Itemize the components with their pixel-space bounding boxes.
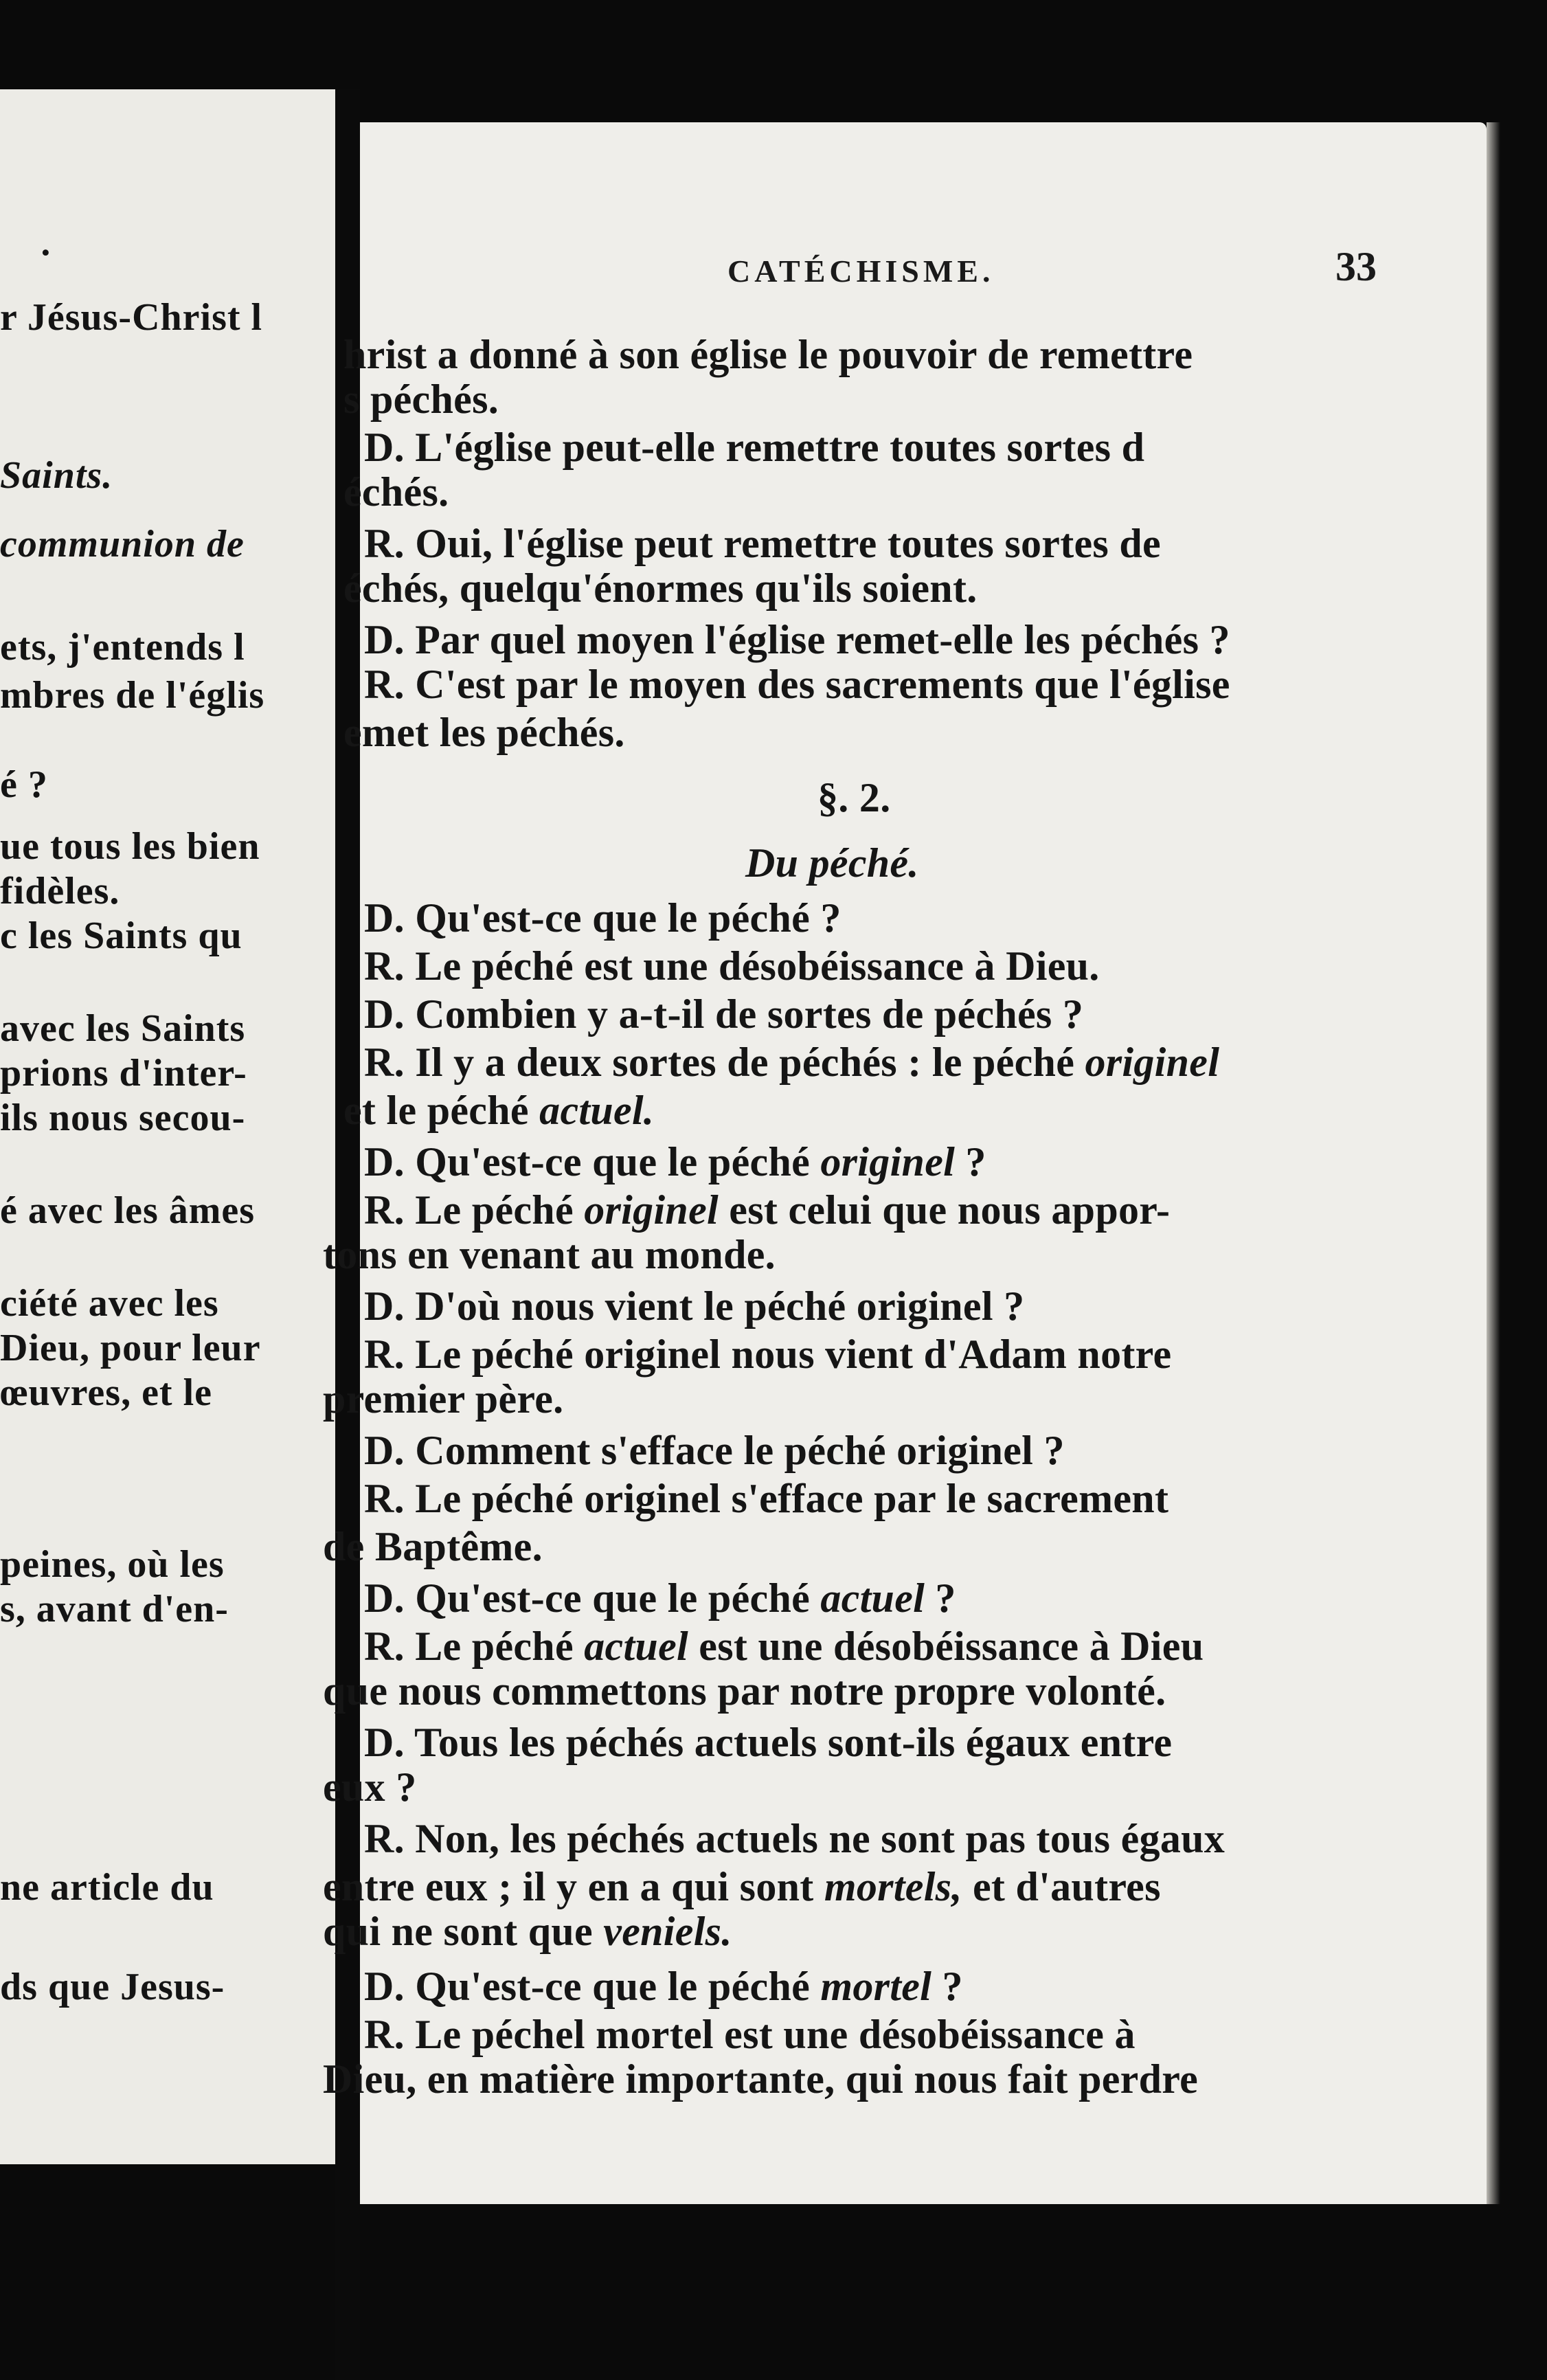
left-page-line: ue tous les bien — [0, 825, 260, 868]
body-line — [343, 1087, 654, 1134]
text-run: D. Qu'est-ce que le péché — [364, 1964, 821, 2009]
text-run: premier père. — [323, 1376, 564, 1422]
text-run: R. Le péché — [364, 1187, 585, 1233]
italic-term: mortel — [820, 1964, 932, 2009]
text-run: D. Comment s'efface le péché originel ? — [364, 1428, 1065, 1473]
text-run: échés, quelqu'énormes qu'ils soient. — [343, 565, 978, 611]
text-run: D. Tous les péchés actuels sont-ils égaux entre — [364, 1720, 1173, 1765]
body-line — [364, 1623, 1204, 1670]
text-run: que nous commettons par notre propre volonté. — [323, 1668, 1166, 1714]
text-run: R. Le péché — [364, 1624, 585, 1669]
text-run: et le péché — [343, 1088, 540, 1133]
text-run: tons en venant au monde. — [323, 1232, 776, 1277]
running-head: CATÉCHISME. — [727, 254, 995, 289]
text-run: R. Il y a deux sortes de péchés : le péché — [364, 1040, 1085, 1085]
italic-term: mortels, — [824, 1864, 962, 1909]
body-line — [343, 469, 449, 516]
left-page-line: s, avant d'en- — [0, 1588, 229, 1630]
text-run: est une désobéissance à Dieu — [688, 1624, 1204, 1669]
italic-term: veniels. — [603, 1909, 732, 1954]
text-run: échés. — [343, 469, 449, 515]
body-line — [323, 1668, 1166, 1715]
italic-term: Du péché. — [745, 840, 919, 886]
body-line — [323, 1523, 543, 1571]
left-page-line: ciété avec les — [0, 1282, 219, 1325]
text-run: et d'autres — [962, 1864, 1161, 1909]
page-edge-shadow — [1487, 122, 1500, 2204]
text-run: Dieu, en matière importante, qui nous fait perdre — [323, 2056, 1199, 2102]
text-run: emet les péchés. — [343, 710, 625, 755]
body-line — [343, 376, 499, 423]
text-run: R. Le péché originel s'efface par le sacrement — [364, 1476, 1169, 1521]
body-line — [323, 1376, 563, 1423]
body-line — [364, 1283, 1024, 1330]
italic-term: actuel. — [539, 1088, 655, 1133]
section-title — [745, 840, 919, 887]
body-line — [364, 1138, 986, 1186]
italic-term: actuel — [820, 1575, 925, 1621]
text-run: R. C'est par le moyen des sacrements que l'église — [364, 662, 1230, 707]
italic-term: originel — [584, 1187, 719, 1233]
italic-term: originel — [1085, 1040, 1220, 1085]
italic-term: actuel — [584, 1624, 688, 1669]
left-page-line: fidèles. — [0, 870, 120, 912]
body-line — [343, 709, 625, 756]
text-run: D. D'où nous vient le péché originel ? — [364, 1283, 1025, 1329]
left-page-line: c les Saints qu — [0, 914, 242, 957]
body-line — [343, 331, 1193, 379]
left-page-line: Saints. — [0, 454, 113, 497]
body-line — [343, 565, 978, 612]
left-page-line: mbres de l'églis — [0, 674, 265, 717]
text-run: R. Non, les péchés actuels ne sont pas tous égaux — [364, 1816, 1226, 1861]
ink-dot: · — [40, 234, 52, 272]
body-line — [323, 1908, 732, 1955]
text-run: R. Le péchel mortel est une désobéissance à — [364, 2012, 1136, 2057]
text-run: hrist a donné à son église le pouvoir de remettre — [343, 332, 1193, 377]
left-page-line: ds que Jesus- — [0, 1966, 225, 2008]
left-page-line: prions d'inter- — [0, 1052, 247, 1094]
text-run: ? — [955, 1139, 986, 1185]
left-page-line: avec les Saints — [0, 1007, 246, 1050]
text-run: D. L'église peut-elle remettre toutes sortes d — [364, 425, 1145, 470]
left-page-line: œuvres, et le — [0, 1371, 212, 1414]
text-run: de Baptême. — [323, 1524, 543, 1569]
left-page-line: ne article du — [0, 1866, 214, 1909]
body-line — [323, 1231, 776, 1279]
section-heading — [817, 774, 891, 822]
body-line — [364, 424, 1144, 471]
body-line — [323, 2056, 1198, 2103]
left-page-line: é avec les âmes — [0, 1189, 256, 1232]
left-page-line: communion de — [0, 523, 245, 565]
page-number: 33 — [1335, 244, 1377, 289]
body-line — [364, 2011, 1136, 2058]
text-run: D. Qu'est-ce que le péché ? — [364, 895, 842, 941]
italic-term: originel — [820, 1139, 956, 1185]
text-run: s péchés. — [343, 377, 499, 422]
body-line — [364, 1815, 1225, 1863]
left-page-line: Dieu, pour leur — [0, 1327, 261, 1369]
left-page-line: r Jésus-Christ l — [0, 296, 263, 339]
text-run: D. Qu'est-ce que le péché — [364, 1139, 821, 1185]
body-line — [364, 1475, 1168, 1523]
body-line — [364, 1427, 1065, 1474]
text-run: est celui que nous appor- — [718, 1187, 1171, 1233]
body-line — [364, 520, 1161, 568]
body-line — [323, 1863, 1161, 1911]
text-run: entre eux ; il y en a qui sont — [323, 1864, 824, 1909]
left-page-line: peines, où les — [0, 1543, 225, 1586]
body-line — [364, 1331, 1171, 1378]
text-run: qui ne sont que — [323, 1909, 604, 1954]
text-run: D. Qu'est-ce que le péché — [364, 1575, 821, 1621]
text-run: D. Combien y a-t-il de sortes de péchés ? — [364, 991, 1084, 1037]
body-line — [364, 1187, 1170, 1234]
body-line — [364, 1039, 1219, 1086]
body-line — [364, 991, 1083, 1038]
body-line — [364, 1963, 963, 2010]
body-line — [323, 1764, 417, 1811]
text-run: ? — [931, 1964, 963, 2009]
text-run: §. 2. — [817, 775, 891, 820]
body-line — [364, 943, 1100, 990]
left-facing-page — [0, 89, 343, 2164]
body-line — [364, 1719, 1172, 1766]
body-line — [364, 661, 1230, 708]
body-line — [364, 616, 1230, 664]
text-run: R. Le péché originel nous vient d'Adam notre — [364, 1332, 1172, 1377]
text-run: ? — [925, 1575, 956, 1621]
left-page-line: é ? — [0, 763, 48, 806]
text-run: R. Oui, l'église peut remettre toutes sortes de — [364, 521, 1161, 566]
text-run: D. Par quel moyen l'église remet-elle les péchés ? — [364, 617, 1230, 662]
left-page-line: ets, j'entends l — [0, 626, 245, 669]
text-run: R. Le péché est une désobéissance à Dieu. — [364, 943, 1100, 989]
text-run: eux ? — [323, 1764, 417, 1810]
left-page-line: ils nous secou- — [0, 1097, 246, 1139]
body-line — [364, 1575, 956, 1622]
body-line — [364, 895, 842, 942]
